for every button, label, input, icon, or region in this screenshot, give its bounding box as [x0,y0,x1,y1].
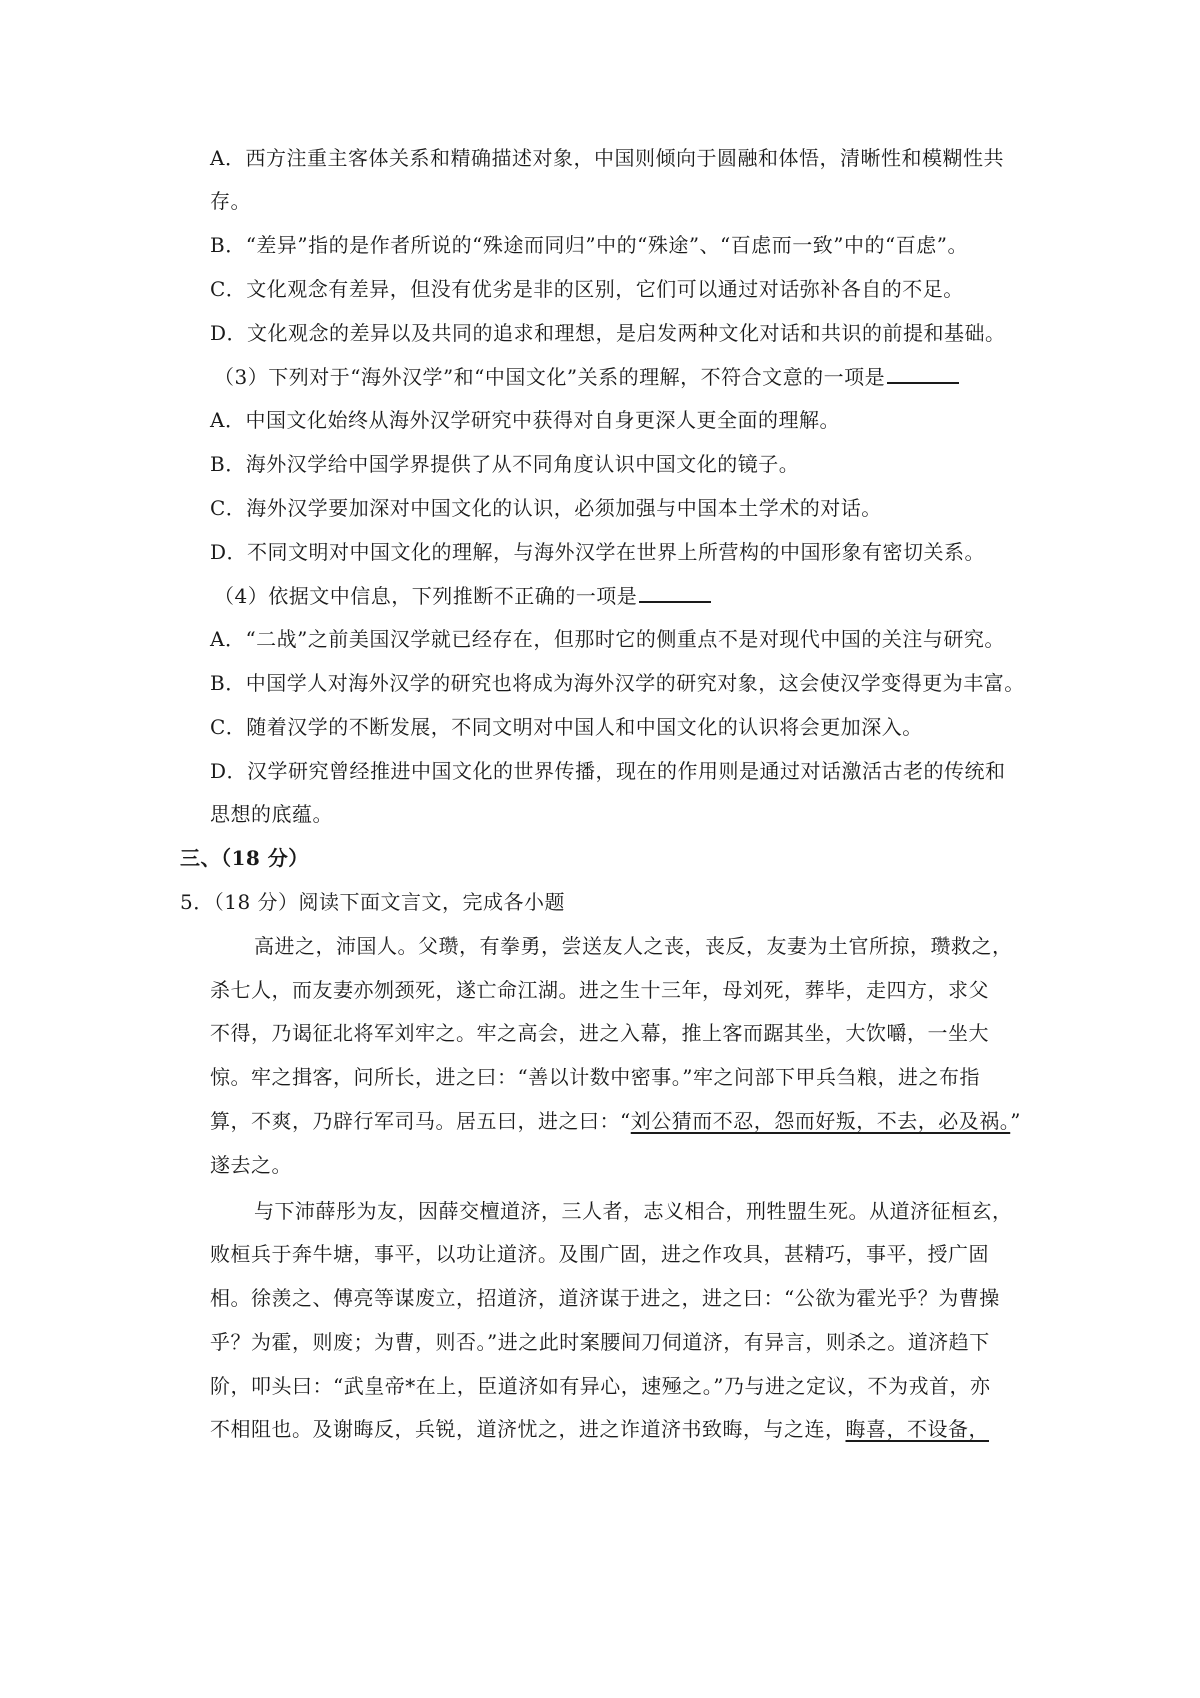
q3-option-d: D．不同文明对中国文化的理解，与海外汉学在世界上所营构的中国形象有密切关系。 [210,540,986,564]
passage-text: 算，不爽，乃辟行军司马。居五曰，进之曰：“ [210,1109,631,1133]
q3-stem [214,363,1034,391]
passage-p2-line2: 败桓兵于奔牛塘，事平，以功让道济。及围广固，进之作攻具，甚精巧，事平，授广固 [210,1242,989,1266]
q4-option-b: B．中国学人对海外汉学的研究也将成为海外汉学的研究对象，这会使汉学变得更为丰富。 [210,671,1025,695]
passage-p2-line4: 乎？为霍，则废；为曹，则否。”进之此时案腰间刀伺道济，有异言，则杀之。道济趋下 [210,1330,990,1354]
passage-p2-line5: 阶，叩头曰：“武皇帝*在上，臣道济如有异心，速殛之。”乃与进之定议，不为戎首，亦 [210,1374,991,1398]
q4-option-c: C．随着汉学的不断发展，不同文明对中国人和中国文化的认识将会更加深入。 [210,715,923,739]
passage-p1-line2: 杀七人，而友妻亦刎颈死，遂亡命江湖。进之生十三年，母刘死，葬毕，走四方，求父 [210,978,989,1002]
q4-stem [214,582,1034,610]
underlined-sentence: 晦喜，不设备， [845,1417,989,1441]
passage-p2-line1: 与下沛薛彤为友，因薛交檀道济，三人者，志义相合，刑牲盟生死。从道济征桓玄， [254,1199,1013,1223]
passage-p1-line6: 遂去之。 [210,1153,292,1177]
q3-option-a: A．中国文化始终从海外汉学研究中获得对自身更深人更全面的理解。 [210,408,840,432]
q3-stem-text: （3）下列对于“海外汉学”和“中国文化”关系的理解，不符合文意的一项是 [214,365,886,389]
answer-blank [639,583,711,603]
passage-p1-line4: 惊。牢之揖客，问所长，进之曰：“善以计数中密事。”牢之问部下甲兵刍粮，进之布指 [210,1065,980,1089]
passage-p1-line1: 高进之，沛国人。父瓒，有拳勇，尝送友人之丧，丧反，友妻为土官所掠，瓒救之， [254,934,1013,958]
q4-option-d-line2: 思想的底蕴。 [210,802,333,826]
answer-blank [887,364,959,384]
q4-option-a: A．“二战”之前美国汉学就已经存在，但那时它的侧重点不是对现代中国的关注与研究。 [210,627,1005,651]
passage-p1-line5 [210,1107,1030,1135]
q2-option-a-line1: A．西方注重主客体关系和精确描述对象，中国则倾向于圆融和体悟，清晰性和模糊性共 [210,146,1004,170]
passage-text: ” [1010,1109,1021,1133]
passage-p1-line3: 不得，乃谒征北将军刘牢之。牢之高会，进之入幕，推上客而踞其坐，大饮嚼，一坐大 [210,1021,989,1045]
passage-text: 不相阻也。及谢晦反，兵锐，道济忧之，进之诈道济书致晦，与之连， [210,1417,846,1441]
q2-option-b: B．“差异”指的是作者所说的“殊途而同归”中的“殊途”、“百虑而一致”中的“百虑”。 [210,233,968,257]
q3-option-c: C．海外汉学要加深对中国文化的认识，必须加强与中国本土学术的对话。 [210,496,882,520]
q5-stem: 5．（18 分）阅读下面文言文，完成各小题 [180,890,566,914]
q4-option-d-line1: D．汉学研究曾经推进中国文化的世界传播，现在的作用则是通过对话激活古老的传统和 [210,759,1006,783]
underlined-sentence: 刘公猜而不忍，怨而好叛，不去，必及祸。 [630,1109,1011,1133]
q2-option-d: D．文化观念的差异以及共同的追求和理想，是启发两种文化对话和共识的前提和基础。 [210,321,1006,345]
q2-option-c: C．文化观念有差异，但没有优劣是非的区别，它们可以通过对话弥补各自的不足。 [210,277,964,301]
q4-stem-text: （4）依据文中信息，下列推断不正确的一项是 [214,584,638,608]
passage-p2-line3: 相。徐羡之、傅亮等谋废立，招道济，道济谋于进之，进之曰：“公欲为霍光乎？为曹操 [210,1286,1000,1310]
section-heading: 三、（18 分） [180,846,309,870]
q3-option-b: B．海外汉学给中国学界提供了从不同角度认识中国文化的镜子。 [210,452,800,476]
passage-p2-line6 [210,1415,1030,1443]
q2-option-a-line2: 存。 [210,189,251,213]
